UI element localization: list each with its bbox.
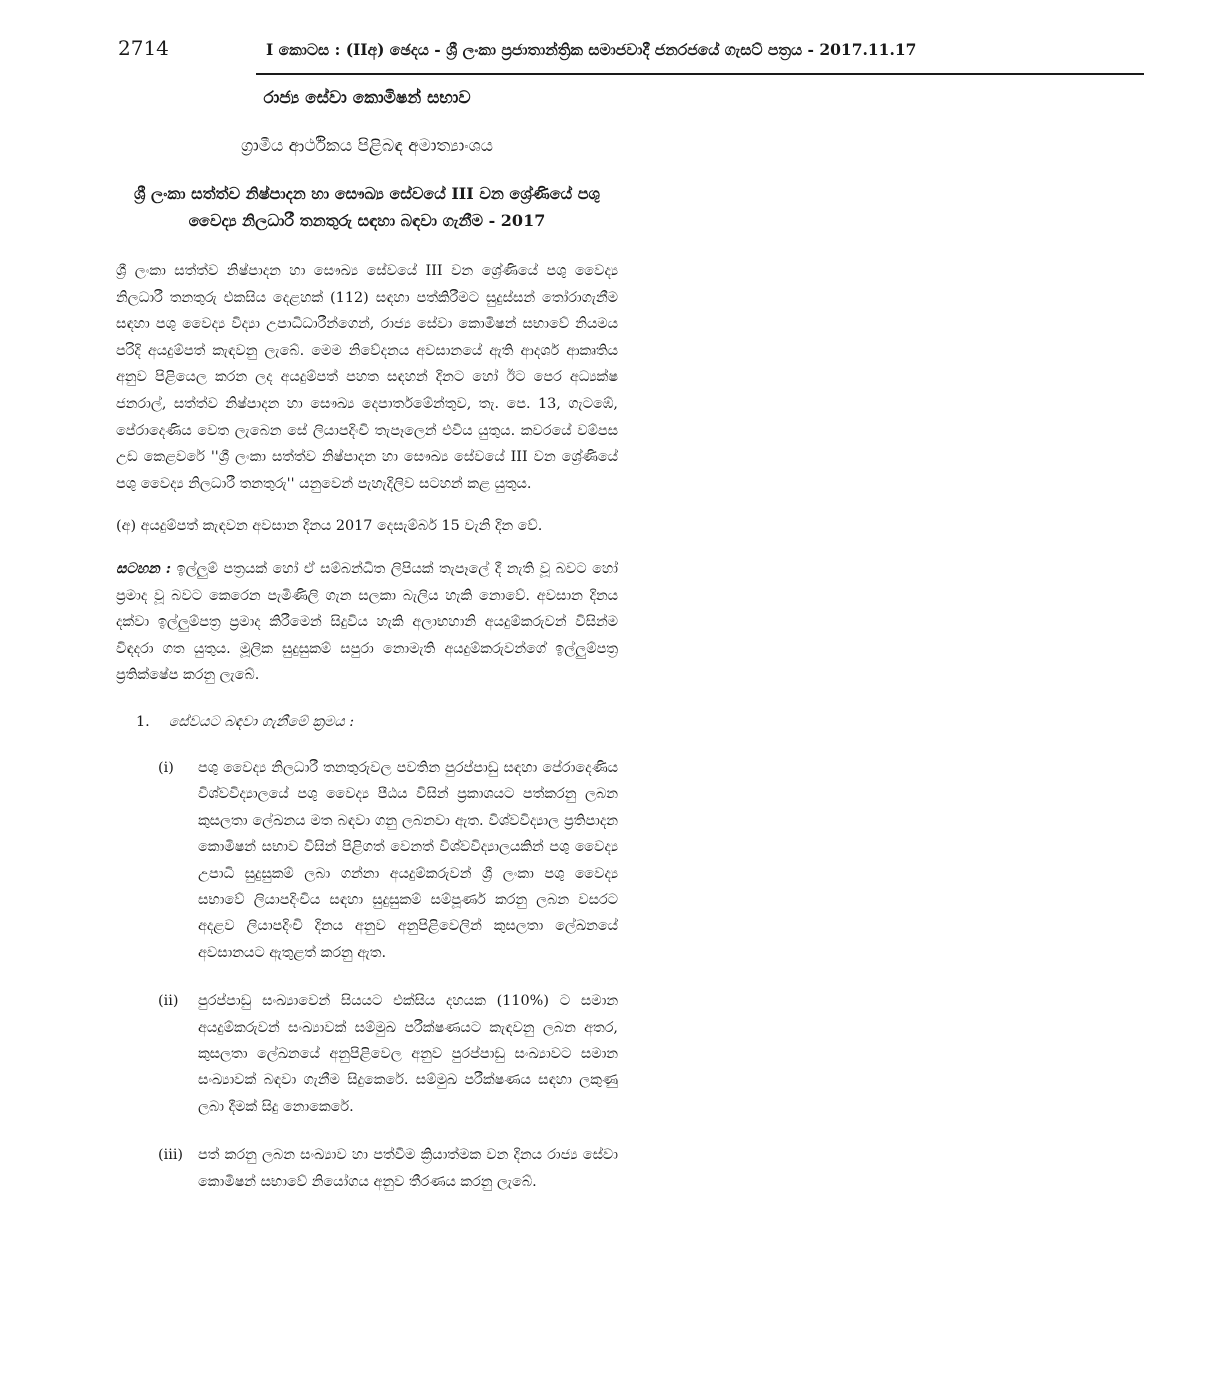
section-heading (136, 709, 618, 735)
list-item-marker: (i) (158, 759, 174, 776)
list-item-text: පුරප්පාඩු සංඛ්‍යාවෙන් සියයට එක්සිය දහයක (110%) ට සමාන අයදුම්කරුවන් සංඛ්‍යාවක් සම්මුඛ පරීක්ෂණයට කැඳවනු ලබන අතර, කුසලතා ලේඛනයේ අනුපිළිවෙල අනුව පුරප්පාඩු සංඛ්‍යාවට සමාන සංඛ්‍යාවක් බඳවා ගැනීම සිදුකෙරේ. සම්මුඛ පරීක්ෂණය සඳහා ලකුණු ලබා දීමක් සිදු නොකෙරේ. (198, 993, 618, 1115)
intro-paragraph: ශ්‍රී ලංකා සත්ත්ව නිෂ්පාදන හා සෞඛ්‍ය සේවයේ III වන ශ්‍රේණියේ පශු වෛද්‍ය නිලධාරී තනතුරු එකසිය දෙළහක් (112) සඳහා පත්කිරීමට සුදුස්සන් තෝරාගැනීම සඳහා පශු වෛද්‍ය විද්‍යා උපාධිධාරීන්ගෙන්, රාජ්‍ය සේවා කොමිෂන් සභාවේ නියමය පරිදි අයදුම්පත් කැඳවනු ලැබේ. මෙම නිවේදනය අවසානයේ ඇති ආදර්ශ ආකෘතිය අනුව පිළියෙල කරන ලද අයදුම්පත් පහත සඳහන් දිනට හෝ ඊට පෙර අධ්‍යක්ෂ ජනරාල්, සත්ත්ව නිෂ්පාදන හා සෞඛ්‍ය දෙපාර්තමේන්තුව, තැ. පෙ. 13, ගැටඹේ, පේරාදෙණිය වෙත ලැබෙන සේ ලියාපදිංචි තැපෑලෙන් එවිය යුතුය. කවරයේ වම්පස උඩ කෙළවරේ ''ශ්‍රී ලංකා සත්ත්ව නිෂ්පාදන හා සෞඛ්‍ය සේවයේ III වන ශ්‍රේණියේ පශු වෛද්‍ය නිලධාරී තනතුරු'' යනුවෙන් පැහැදිලිව සටහන් කළ යුතුය. (116, 263, 618, 492)
list-item (116, 988, 618, 1120)
list-item (116, 755, 618, 966)
list-item-marker: (iii) (158, 1147, 184, 1164)
closing-date-paragraph: (අ) අයදුම්පත් කැඳවන අවසාන දිනය 2017 දෙසැම්බර් 15 වැනි දින වේ. (116, 518, 543, 535)
note-text: ඉල්ලුම් පත්‍රයක් හෝ ඒ සම්බන්ධිත ලිපියක් තැපෑලේ දී නැති වූ බවට හෝ ප්‍රමාද වූ බවට කෙරෙන පැමිණිලි ගැන සලකා බැලිය හැකි නොවේ. අවසාන දිනය දක්වා ඉල්ලුම්පත්‍ර ප්‍රමාද කිරීමෙන් සිදුවිය හැකි අලාභහානි අයදුම්කරුවන් විසින්ම විඳදරා ගත යුතුය. මූලික සුදුසුකම් සපුරා නොමැති අයදුම්කරුවන්ගේ ඉල්ලුම්පත්‍ර ප්‍රතික්ෂේප කරනු ලැබේ. (116, 560, 618, 684)
page-header (118, 30, 1144, 72)
section-number: 1. (136, 713, 150, 730)
notice-title: ශ්‍රී ලංකා සත්ත්ව නිෂ්පාදන හා සෞඛ්‍ය සේවයේ III වන ශ්‍රේණියේ පශු වෛද්‍ය නිලධාරී තනතුරු සඳහා බඳවා ගැනීම - 2017 (134, 184, 600, 230)
note-paragraph (116, 556, 618, 689)
ministry-title: ග්‍රාමීය ආර්ථිකය පිළිබඳ අමාත්‍යාංශය (240, 136, 494, 156)
page-number: 2714 (118, 36, 169, 60)
organization-title: රාජ්‍ය සේවා කොමිෂන් සභාව (263, 88, 471, 108)
list-item-text: පත් කරනු ලබන සංඛ්‍යාව හා පත්වීම ක්‍රියාත්මක වන දිනය රාජ්‍ය සේවා කොමිෂන් සභාවේ නියෝගය අනුව තීරණය කරනු ලැබේ. (198, 1147, 618, 1190)
list-item (116, 1142, 618, 1195)
section-label: සේවයට බඳවා ගැනීමේ ක්‍රමය : (168, 713, 355, 730)
main-column (116, 88, 618, 1217)
running-head: I කොටස : (IIඅ) ඡෙදය - ශ්‍රී ලංකා ප්‍රජාතාන්ත්‍රික සමාජවාදී ජනරජයේ ගැසට් පත්‍රය - 2017.11.17 (266, 40, 917, 59)
header-rule (256, 73, 1144, 75)
list-item-text: පශු වෛද්‍ය නිලධාරී තනතුරුවල පවතින පුරප්පාඩු සඳහා පේරාදෙණිය විශ්වවිද්‍යාලයේ පශු වෛද්‍ය පීඨය විසින් ප්‍රකාශයට පත්කරනු ලබන කුසලතා ලේඛනය මත බඳවා ගනු ලබනවා ඇත. විශ්වවිද්‍යාල ප්‍රතිපාදන කොමිෂන් සභාව විසින් පිළිගත් වෙනත් විශ්වවිද්‍යාලයකින් පශු වෛද්‍ය උපාධි සුදුසුකම් ලබා ගන්නා අයදුම්කරුවන් ශ්‍රී ලංකා පශු වෛද්‍ය සභාවේ ලියාපදිංචිය සඳහා සුදුසුකම් සම්පූර්ණ කරනු ලබන වසරට අදළව ලියාපදිංචි දිනය අනුව අනුපිළිවෙලින් කුසලතා ලේඛනයේ අවසානයට ඇතුළත් කරනු ඇත. (198, 759, 618, 961)
note-label: සටහන : (116, 559, 172, 577)
list-item-marker: (ii) (158, 993, 179, 1010)
